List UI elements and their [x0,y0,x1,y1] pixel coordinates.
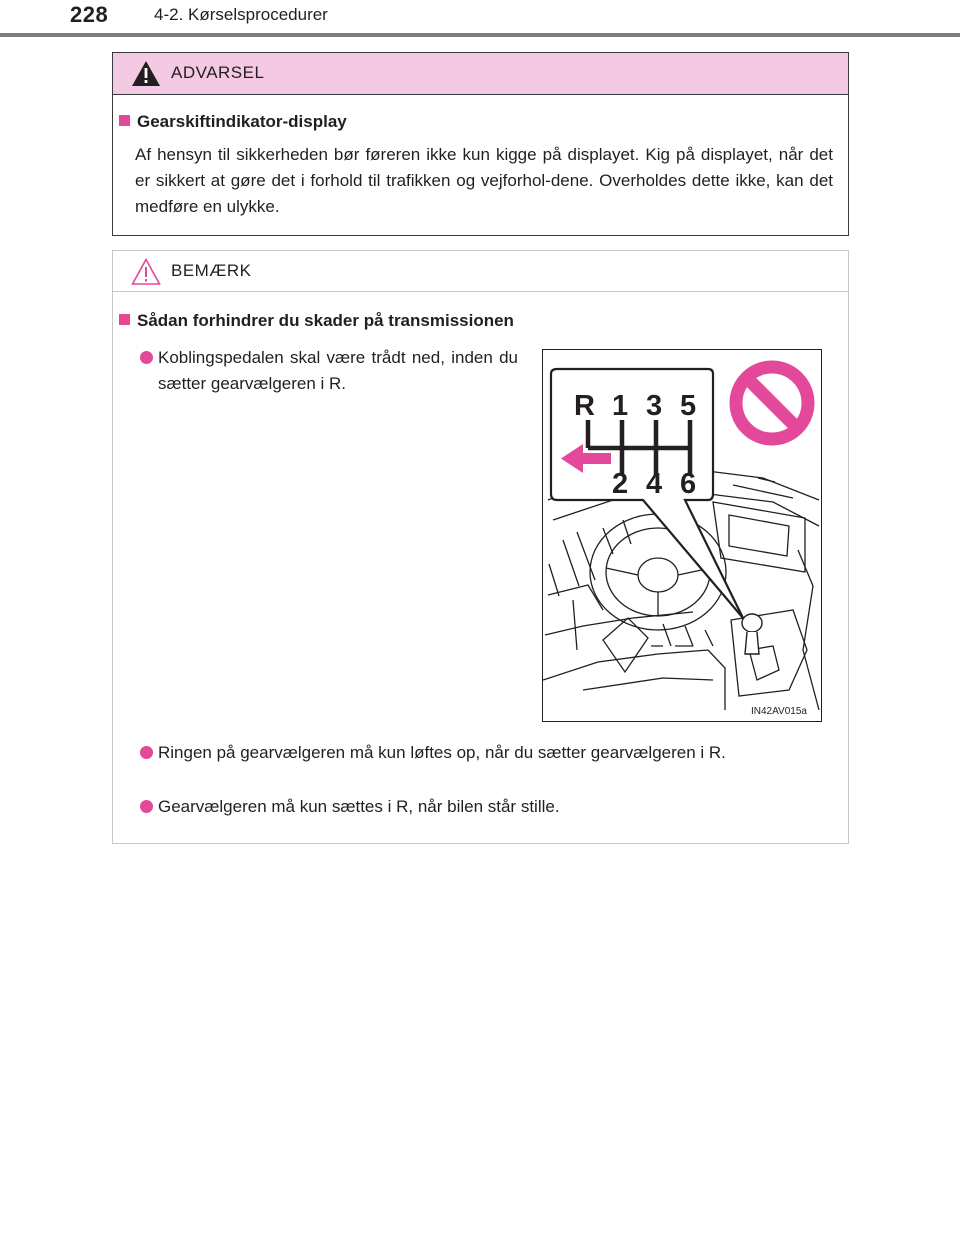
gear-label-3: 3 [646,390,663,422]
bullet-item: Gearvælgeren må kun sættes i R, når bilen står stille. [158,794,836,820]
bullet-item: Koblingspedalen skal være trådt ned, inden du sætter gearvælgeren i R. [158,345,518,397]
warning-label: ADVARSEL [171,63,265,82]
section-title: 4-2. Kørselsprocedurer [154,5,328,24]
warning-header [113,53,848,95]
round-bullet-icon [140,746,153,759]
square-bullet-icon [119,115,130,126]
caution-triangle-icon [131,258,161,285]
gear-shift-illustration [542,349,822,722]
gear-label-5: 5 [680,390,697,422]
warning-box [112,52,849,236]
page-header [0,0,960,40]
prohibited-icon [736,367,808,439]
gear-label-4: 4 [646,468,663,500]
square-bullet-icon [119,314,130,325]
notice-label: BEMÆRK [171,261,252,280]
figure-code: IN42AV015a [751,706,807,717]
gear-label-1: 1 [612,390,629,422]
warning-triangle-icon [131,60,161,87]
warning-heading: Gearskiftindikator-display [119,112,347,132]
header-rule [0,33,960,37]
gear-knob [742,614,762,632]
round-bullet-icon [140,351,153,364]
notice-heading: Sådan forhindrer du skader på transmissionen [119,311,514,331]
gear-label-r: R [574,390,595,422]
warning-text: Af hensyn til sikkerheden bør føreren ikke kun kigge på displayet. Kig på displayet, når det er sikkert at gøre det i forhold til trafikken og vejforhol-dene. Overholdes dette ikke, kan det medføre en ulykke. [135,145,833,216]
gear-label-6: 6 [680,468,697,500]
page-number: 228 [70,2,109,27]
gear-illustration-svg [543,350,820,720]
round-bullet-icon [140,800,153,813]
gear-label-2: 2 [612,468,629,500]
notice-header [113,251,848,292]
bullet-item: Ringen på gearvælgeren må kun løftes op, når du sætter gearvælgeren i R. [158,740,836,766]
